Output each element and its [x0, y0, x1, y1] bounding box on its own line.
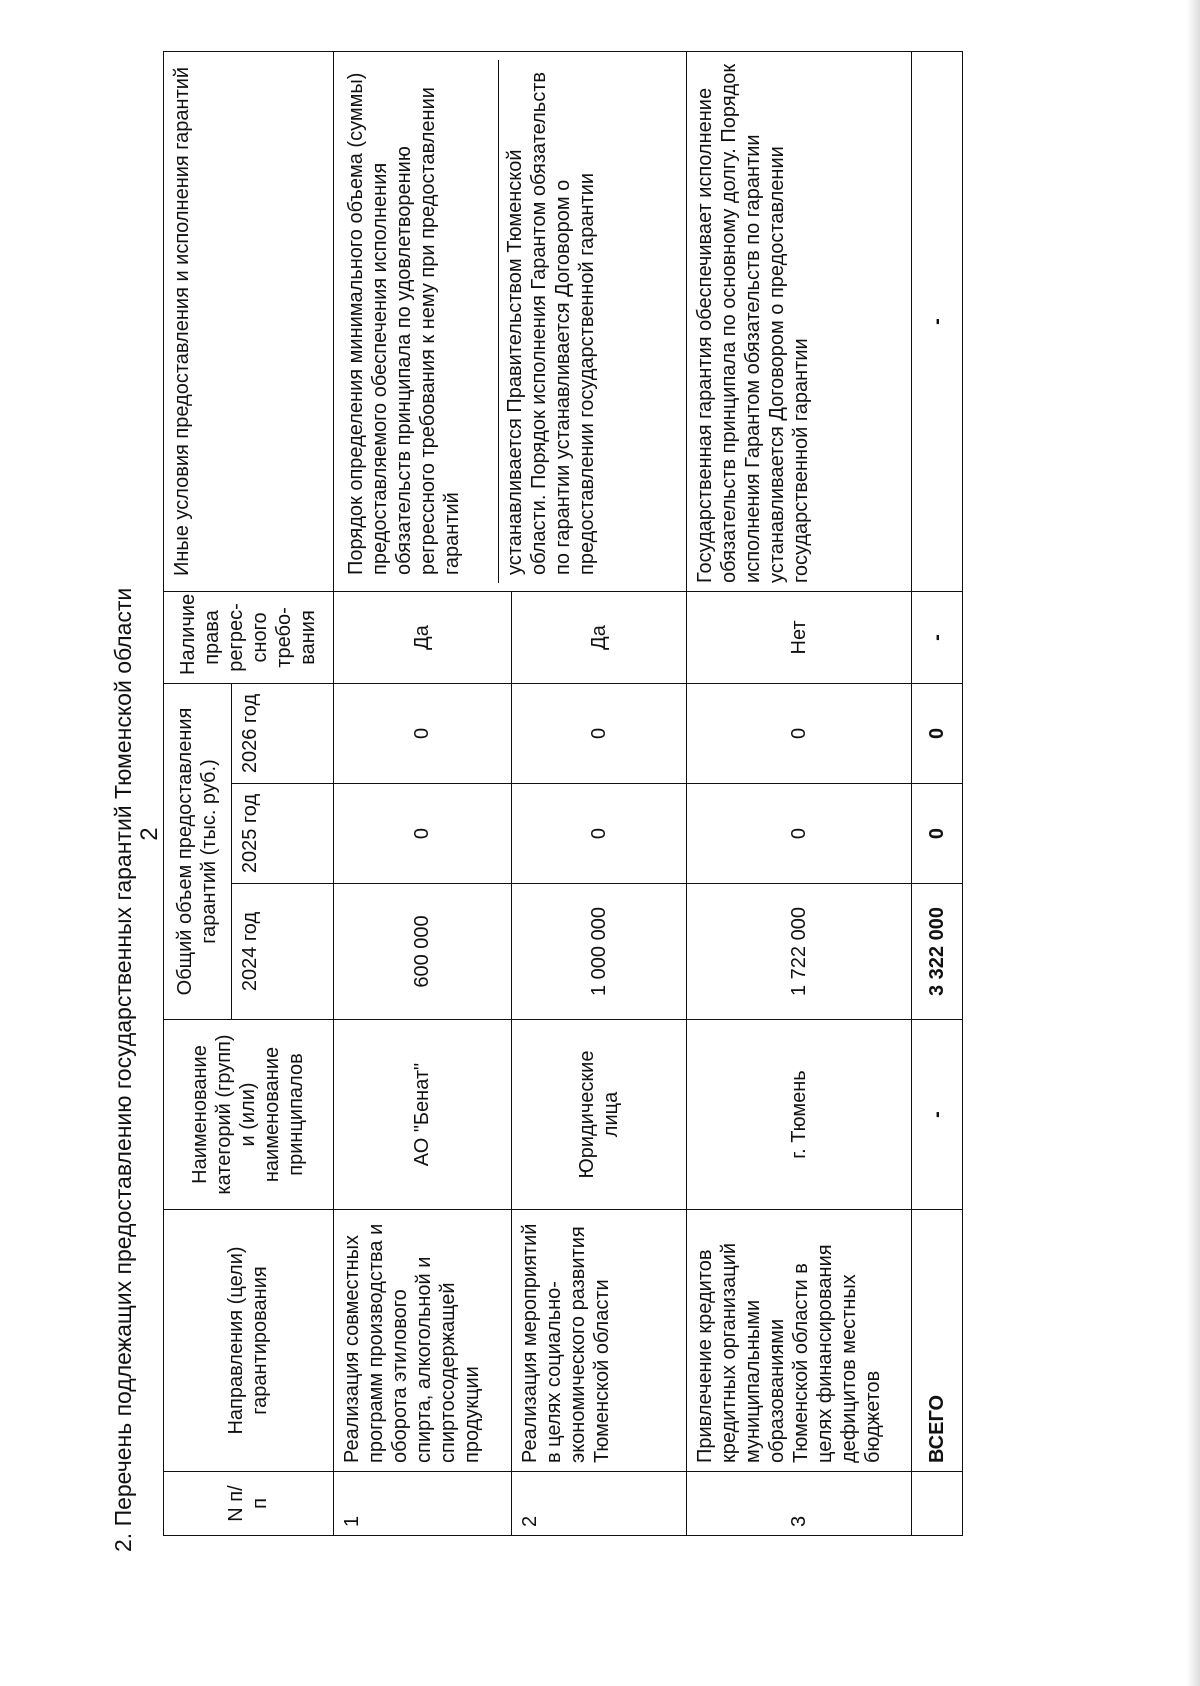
page-number: 2	[136, 827, 163, 841]
header-direction: Направления (цели) гарантирования	[164, 1210, 334, 1472]
row-principal: Юридические лица	[511, 1020, 687, 1210]
total-2025: 0	[912, 784, 963, 884]
row-2026: 0	[687, 683, 912, 783]
row-principal: АО "Бенат"	[333, 1020, 511, 1210]
row-2025: 0	[687, 784, 912, 884]
other-conditions-stack	[340, 60, 681, 583]
row-2024: 1 000 000	[511, 884, 687, 1020]
row-2025: 0	[511, 784, 687, 884]
total-row	[912, 51, 963, 1535]
header-year-2024: 2024 год	[231, 884, 333, 1020]
row-direction: Привлечение кредитов кредитных организаций муниципальными образованиями Тюменской области в целях финансирования дефицитов местных бюджетов	[687, 1210, 912, 1472]
other-conditions-part-1: Порядок определения минимального объема (суммы) предоставляемого обеспечения исполнения обязательств принципала по удовлетворению регрессного требования к нему при предоставлении гарантий	[344, 72, 463, 575]
total-number-empty	[912, 1472, 963, 1536]
other-conditions-part-2: устанавливается Правительством Тюменской области. Порядок исполнения Гарантом обязательств по гарантии устанавливается Договором о предоставлении государственной гарантии	[498, 60, 681, 583]
document-title: 2. Перечень подлежащих предоставлению государственных гарантий Тюменской области	[110, 587, 136, 1552]
header-number: N п/п	[164, 1472, 334, 1536]
header-other: Иные условия предоставления и исполнения гарантий	[164, 51, 334, 591]
header-year-2025: 2025 год	[231, 784, 333, 884]
total-principal: -	[912, 1020, 963, 1210]
row-regress: Да	[333, 591, 511, 683]
table-row	[687, 51, 912, 1535]
row-regress: Да	[511, 591, 687, 683]
row-regress: Нет	[687, 591, 912, 683]
row-2025: 0	[333, 784, 511, 884]
row-other-conditions-merged	[333, 51, 687, 591]
scanner-edge	[1186, 0, 1200, 1686]
row-number: 3	[687, 1472, 912, 1536]
row-other-conditions: Государственная гарантия обеспечивает исполнение обязательств принципала по основному долгу. Порядок исполнения Гарантом обязательств по гарантии устанавливается Договором о предоставлении государственной гарантии	[687, 51, 912, 591]
table-row	[333, 51, 511, 1535]
row-direction: Реализация совместных программ производства и оборота этилового спирта, алкогольной и спиртосодержащей продукции	[333, 1210, 511, 1472]
row-principal: г. Тюмень	[687, 1020, 912, 1210]
row-number: 1	[333, 1472, 511, 1536]
header-year-2026: 2026 год	[231, 683, 333, 783]
row-2026: 0	[333, 683, 511, 783]
header-volume: Общий объем предоставления гарантий (тыс. руб.)	[164, 683, 232, 1019]
total-regress: -	[912, 591, 963, 683]
row-2024: 1 722 000	[687, 884, 912, 1020]
guarantees-table	[163, 51, 963, 1536]
total-2024: 3 322 000	[912, 884, 963, 1020]
header-row-top	[164, 51, 232, 1535]
row-2026: 0	[511, 683, 687, 783]
rotated-content	[105, 32, 985, 1552]
header-principals: Наименование категорий (групп) и (или) наименование принципалов	[164, 1020, 334, 1210]
row-direction: Реализация мероприятий в целях социально-экономического развития Тюменской области	[511, 1210, 687, 1472]
total-label: ВСЕГО	[912, 1210, 963, 1472]
header-regress: Наличие права регрес-сного требо-вания	[164, 591, 334, 683]
row-number: 2	[511, 1472, 687, 1536]
total-other: -	[912, 51, 963, 591]
row-2024: 600 000	[333, 884, 511, 1020]
total-2026: 0	[912, 683, 963, 783]
